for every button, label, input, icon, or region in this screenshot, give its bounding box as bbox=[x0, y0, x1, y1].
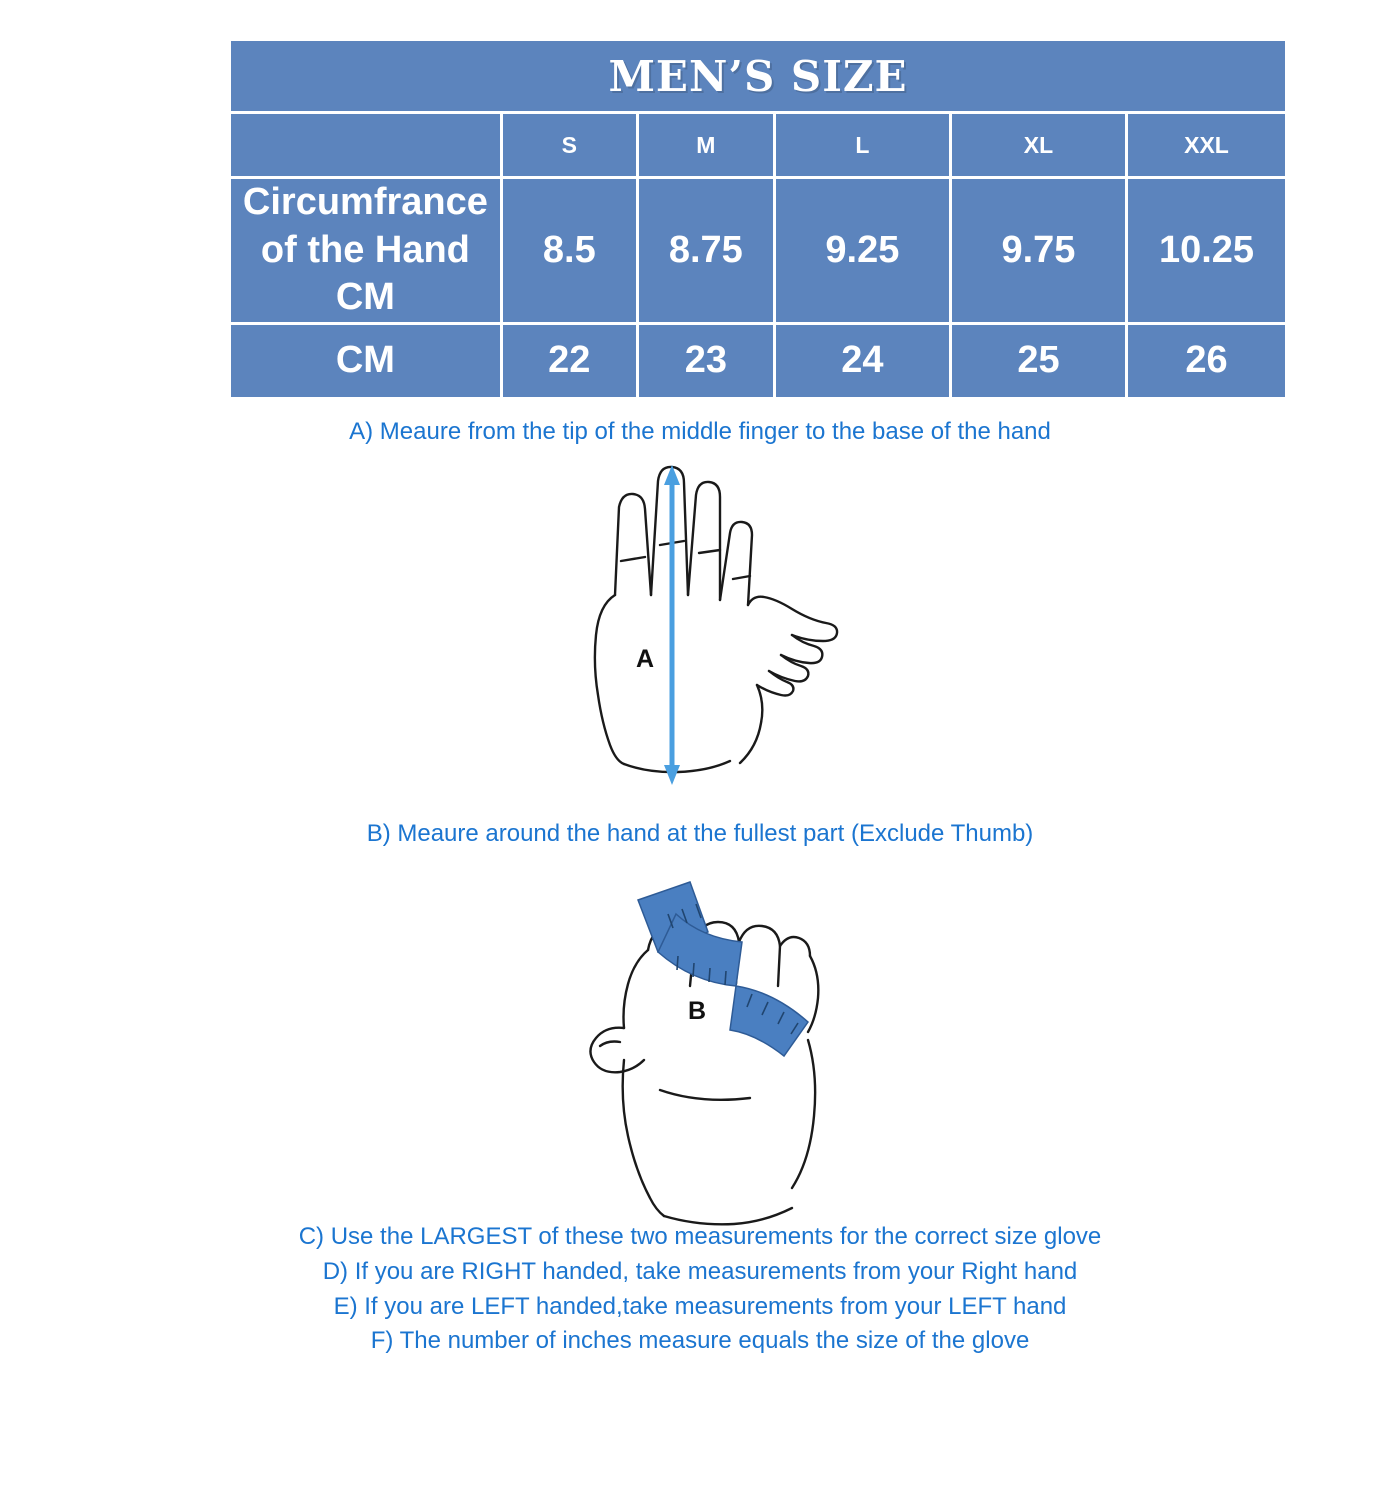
instruction-a: A) Meaure from the tip of the middle finger to the base of the hand bbox=[349, 418, 1051, 445]
header-size-xxl: XXL bbox=[1128, 114, 1285, 176]
table-header-row bbox=[231, 114, 1285, 176]
hand-length-diagram bbox=[520, 455, 880, 810]
figure-b-label: B bbox=[688, 997, 707, 1025]
table-row bbox=[231, 325, 1285, 397]
cell-circumference-s: 8.5 bbox=[503, 179, 636, 322]
instruction-d: D) If you are RIGHT handed, take measurements from your Right hand bbox=[322, 1257, 1078, 1285]
cell-cm-xxl: 26 bbox=[1128, 325, 1285, 397]
cell-circumference-xxl: 10.25 bbox=[1128, 179, 1285, 322]
row-label-circumference: Circumfrance of the Hand CM bbox=[231, 179, 500, 322]
header-size-s: S bbox=[503, 114, 636, 176]
length-arrow-icon bbox=[664, 465, 680, 785]
header-blank-cell bbox=[231, 114, 500, 176]
mens-size-table bbox=[228, 38, 1288, 400]
cell-cm-m: 23 bbox=[639, 325, 773, 397]
measuring-tape-icon bbox=[638, 882, 808, 1056]
table-title-row bbox=[231, 41, 1285, 111]
cell-circumference-l: 9.25 bbox=[776, 179, 949, 322]
hand-circumference-diagram bbox=[540, 860, 880, 1235]
figure-a-label: A bbox=[636, 645, 655, 673]
header-size-xl: XL bbox=[952, 114, 1125, 176]
page-title: MEN’S SIZE bbox=[231, 41, 1285, 111]
header-size-l: L bbox=[776, 114, 949, 176]
cell-cm-xl: 25 bbox=[952, 325, 1125, 397]
instruction-c: C) Use the LARGEST of these two measurements for the correct size glove bbox=[298, 1223, 1102, 1250]
cell-cm-l: 24 bbox=[776, 325, 949, 397]
row-label-cm: CM bbox=[231, 325, 500, 397]
instruction-f: F) The number of inches measure equals the size of the glove bbox=[370, 1327, 1030, 1355]
open-hand-illustration bbox=[520, 455, 880, 805]
header-size-m: M bbox=[639, 114, 773, 176]
cell-circumference-m: 8.75 bbox=[639, 179, 773, 322]
cell-cm-s: 22 bbox=[503, 325, 636, 397]
footer-instructions bbox=[0, 1220, 1400, 1359]
instruction-e: E) If you are LEFT handed,take measurements from your LEFT hand bbox=[333, 1292, 1067, 1320]
fist-with-tape-illustration bbox=[540, 860, 880, 1230]
cell-circumference-xl: 9.75 bbox=[952, 179, 1125, 322]
instruction-b: B) Meaure around the hand at the fullest part (Exclude Thumb) bbox=[366, 820, 1034, 847]
table-row bbox=[231, 179, 1285, 322]
